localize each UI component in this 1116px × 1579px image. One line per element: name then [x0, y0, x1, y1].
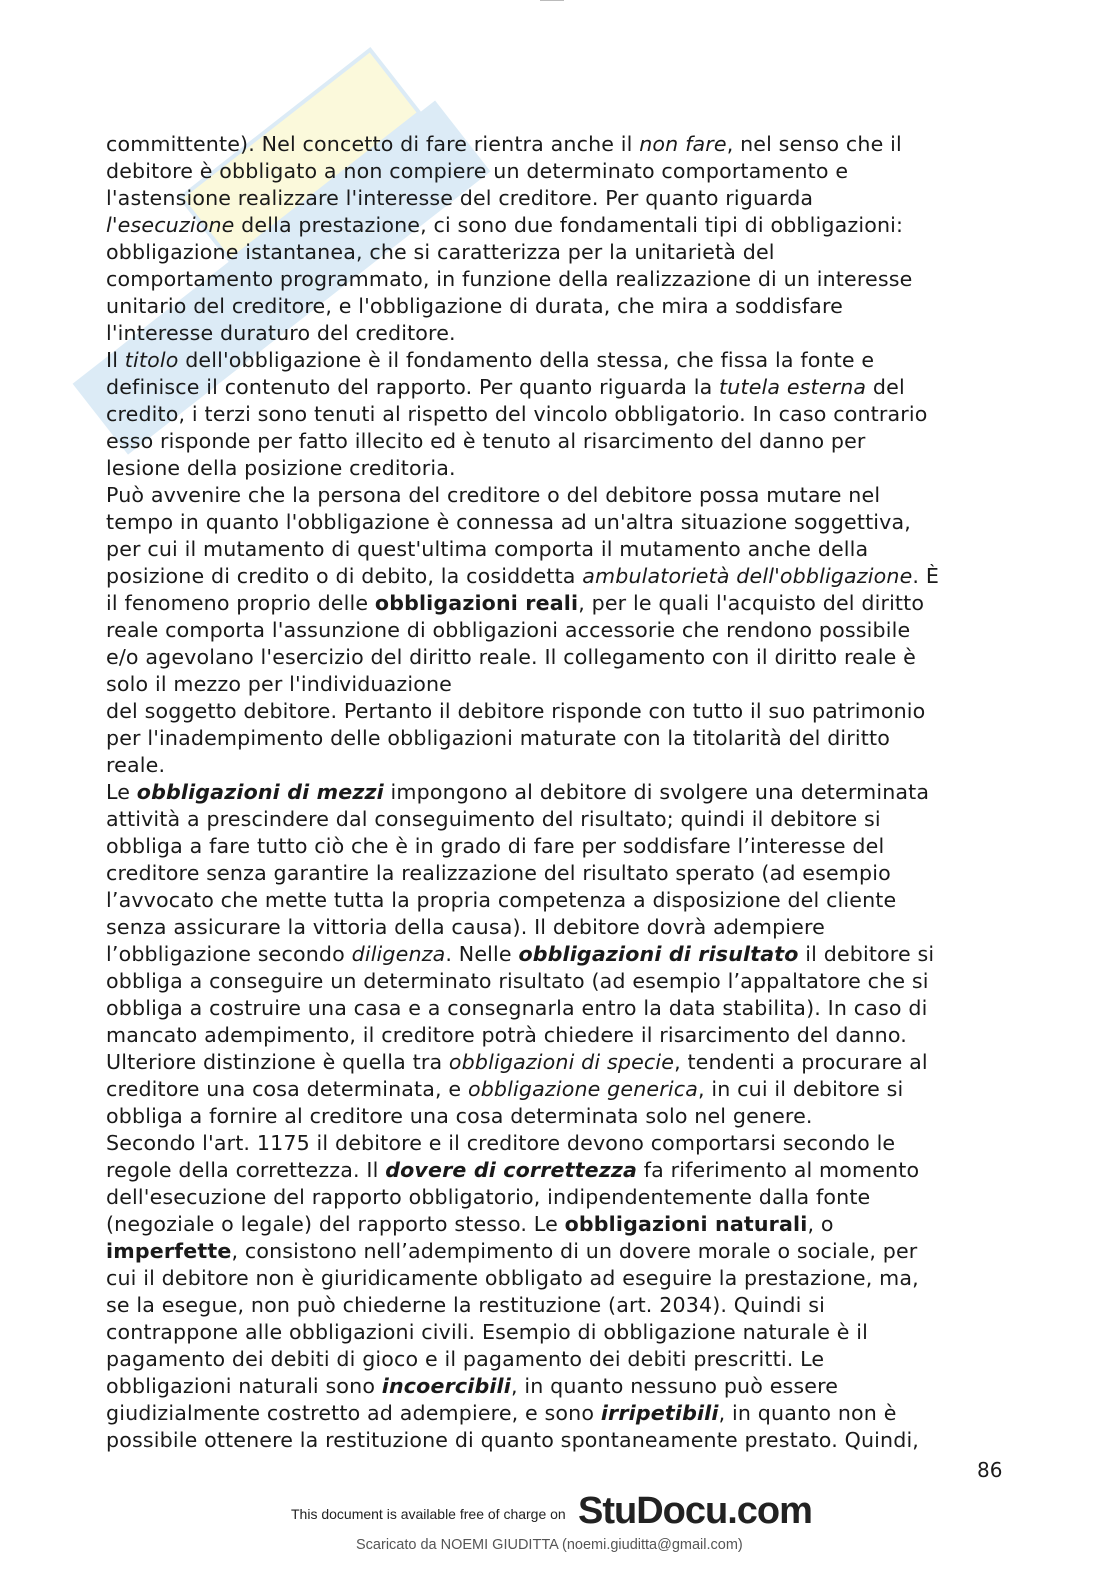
footer-downloaded-by: Scaricato da NOEMI GIUDITTA (noemi.giuditta@gmail.com) [356, 1537, 743, 1553]
text-line [106, 509, 1006, 536]
text-run: mancato adempimento, il creditore potrà chiedere il risarcimento del danno. [106, 1023, 907, 1047]
text-run: l’avvocato che mette tutta la propria competenza a disposizione del cliente [106, 888, 897, 912]
text-run: dell'obbligazione è il fondamento della stessa, che fissa la fonte e [178, 348, 875, 372]
text-run: per l'inadempimento delle obbligazioni maturate con la titolarità del diritto [106, 726, 890, 750]
text-run: fa riferimento al momento [637, 1158, 920, 1182]
text-run: . È [912, 564, 939, 588]
text-run: (negoziale o legale) del rapporto stesso. Le [106, 1212, 565, 1236]
text-run: , tendenti a procurare al [674, 1050, 928, 1074]
footer-available-text: This document is available free of charge on [291, 1506, 566, 1522]
text-line [106, 1346, 1006, 1373]
text-run: se la esegue, non può chiederne la restituzione (art. 2034). Quindi si [106, 1293, 825, 1317]
text-run: , o [807, 1212, 834, 1236]
emphasis-term: non fare [639, 132, 727, 156]
text-line [106, 752, 1006, 779]
text-line [106, 887, 1006, 914]
text-run: , in quanto nessuno può essere [510, 1374, 839, 1398]
text-run: il fenomeno proprio delle [106, 591, 375, 615]
text-run: obbliga a fare tutto ciò che è in grado di fare per soddisfare l’interesse del [106, 834, 885, 858]
emphasis-term: diligenza [351, 942, 446, 966]
text-line [106, 590, 1006, 617]
text-line [106, 941, 1006, 968]
text-run: obbligazioni naturali sono [106, 1374, 382, 1398]
text-line [106, 1265, 1006, 1292]
text-line [106, 536, 1006, 563]
text-run: , in quanto non è [718, 1401, 897, 1425]
text-line [106, 725, 1006, 752]
emphasis-term: obbligazioni di risultato [518, 942, 799, 966]
text-run: dell'esecuzione del rapporto obbligatorio, indipendentemente dalla fonte [106, 1185, 871, 1209]
text-line [106, 833, 1006, 860]
text-line [106, 1049, 1006, 1076]
text-run: committente). Nel concetto di fare rientra anche il [106, 132, 640, 156]
text-line [106, 1427, 1006, 1454]
emphasis-term: titolo [124, 348, 179, 372]
text-run: unitario del creditore, e l'obbligazione di durata, che mira a soddisfare [106, 294, 843, 318]
text-line [106, 995, 1006, 1022]
text-run: regole della correttezza. Il [106, 1158, 386, 1182]
text-line [106, 131, 1006, 158]
text-line [106, 779, 1006, 806]
emphasis-term: obbligazione generica [467, 1077, 698, 1101]
text-run: Il [106, 348, 125, 372]
text-run: del [866, 375, 905, 399]
text-line [106, 455, 1006, 482]
text-run: l’obbligazione secondo [106, 942, 352, 966]
text-run: contrappone alle obbligazioni civili. Esempio di obbligazione naturale è il [106, 1320, 869, 1344]
text-run: Può avvenire che la persona del creditore o del debitore possa mutare nel [106, 483, 881, 507]
text-run: reale. [106, 753, 166, 777]
emphasis-term: obbligazioni di specie [448, 1050, 675, 1074]
text-run: pagamento dei debiti di gioco e il pagamento dei debiti prescritti. Le [106, 1347, 825, 1371]
text-line [106, 914, 1006, 941]
document-body [106, 131, 1006, 1454]
text-run: Ulteriore distinzione è quella tra [106, 1050, 449, 1074]
text-run: del soggetto debitore. Pertanto il debitore risponde con tutto il suo patrimonio [106, 699, 926, 723]
text-line [106, 401, 1006, 428]
text-line [106, 860, 1006, 887]
text-line [106, 698, 1006, 725]
text-line [106, 806, 1006, 833]
text-run: tempo in quanto l'obbligazione è connessa ad un'altra situazione soggettiva, [106, 510, 911, 534]
text-run: obbliga a fornire al creditore una cosa determinata solo nel genere. [106, 1104, 813, 1128]
text-run: l'interesse duraturo del creditore. [106, 321, 456, 345]
text-line [106, 428, 1006, 455]
text-line [106, 1103, 1006, 1130]
text-run: lesione della posizione creditoria. [106, 456, 456, 480]
emphasis-term: obbligazioni reali [374, 591, 579, 615]
text-run: reale comporta l'assunzione di obbligazioni accessorie che rendono possibile [106, 618, 911, 642]
text-run: debitore è obbligato a non compiere un determinato comportamento e [106, 159, 849, 183]
text-line [106, 158, 1006, 185]
emphasis-term: obbligazioni naturali [564, 1212, 808, 1236]
text-line [106, 1238, 1006, 1265]
text-run: , per le quali l'acquisto del diritto [578, 591, 925, 615]
emphasis-term: ambulatorietà dell'obbligazione [582, 564, 913, 588]
text-line [106, 1400, 1006, 1427]
text-line [106, 968, 1006, 995]
text-run: posizione di credito o di debito, la cosiddetta [106, 564, 583, 588]
text-run: Le [106, 780, 137, 804]
text-run: cui il debitore non è giuridicamente obbligato ad eseguire la prestazione, ma, [106, 1266, 919, 1290]
text-line [106, 320, 1006, 347]
text-line [106, 563, 1006, 590]
emphasis-term: irripetibili [600, 1401, 719, 1425]
text-run: e/o agevolano l'esercizio del diritto reale. Il collegamento con il diritto reale è [106, 645, 916, 669]
text-line [106, 671, 1006, 698]
text-run: esso risponde per fatto illecito ed è tenuto al risarcimento del danno per [106, 429, 866, 453]
emphasis-term: dovere di correttezza [385, 1158, 638, 1182]
text-line [106, 617, 1006, 644]
text-line [106, 1076, 1006, 1103]
text-run: creditore senza garantire la realizzazione del risultato sperato (ad esempio [106, 861, 891, 885]
emphasis-term: imperfette [106, 1239, 232, 1263]
text-run: della prestazione, ci sono due fondamentali tipi di obbligazioni: [234, 213, 904, 237]
text-run: il debitore si [798, 942, 935, 966]
text-run: impongono al debitore di svolgere una determinata [383, 780, 930, 804]
text-run: per cui il mutamento di quest'ultima comporta il mutamento anche della [106, 537, 869, 561]
text-line [106, 1130, 1006, 1157]
text-run: credito, i terzi sono tenuti al rispetto del vincolo obbligatorio. In caso contrario [106, 402, 928, 426]
emphasis-term: obbligazioni di mezzi [136, 780, 384, 804]
text-line [106, 266, 1006, 293]
studocu-logo[interactable]: StuDocu.com [578, 1490, 812, 1532]
text-line [106, 239, 1006, 266]
text-line [106, 347, 1006, 374]
emphasis-term: tutela esterna [719, 375, 867, 399]
text-run: possibile ottenere la restituzione di quanto spontaneamente prestato. Quindi, [106, 1428, 920, 1452]
text-run: solo il mezzo per l'individuazione [106, 672, 452, 696]
text-run: creditore una cosa determinata, e [106, 1077, 468, 1101]
text-run: obbliga a costruire una casa e a consegnarla entro la data stabilita). In caso di [106, 996, 928, 1020]
text-run: Secondo l'art. 1175 il debitore e il creditore devono comportarsi secondo le [106, 1131, 896, 1155]
text-run: obbliga a conseguire un determinato risultato (ad esempio l’appaltatore che si [106, 969, 929, 993]
top-mark [540, 0, 564, 3]
text-line [106, 1211, 1006, 1238]
text-line [106, 644, 1006, 671]
page-number: 86 [977, 1458, 1003, 1482]
text-line [106, 293, 1006, 320]
text-line [106, 212, 1006, 239]
text-line [106, 1319, 1006, 1346]
emphasis-term: l'esecuzione [106, 213, 235, 237]
text-run: obbligazione istantanea, che si caratterizza per la unitarietà del [106, 240, 775, 264]
text-line [106, 374, 1006, 401]
text-run: comportamento programmato, in funzione della realizzazione di un interesse [106, 267, 913, 291]
text-run: attività a prescindere dal conseguimento del risultato; quindi il debitore si [106, 807, 881, 831]
text-run: definisce il contenuto del rapporto. Per quanto riguarda la [106, 375, 720, 399]
emphasis-term: incoercibili [381, 1374, 511, 1398]
text-run: , in cui il debitore si [697, 1077, 904, 1101]
text-run: senza assicurare la vittoria della causa). Il debitore dovrà adempiere [106, 915, 825, 939]
text-line [106, 185, 1006, 212]
text-line [106, 1292, 1006, 1319]
text-line [106, 1184, 1006, 1211]
text-run: , consistono nell’adempimento di un dovere morale o sociale, per [231, 1239, 918, 1263]
text-line [106, 482, 1006, 509]
text-line [106, 1157, 1006, 1184]
text-line [106, 1373, 1006, 1400]
text-run: giudizialmente costretto ad adempiere, e sono [106, 1401, 601, 1425]
text-run: l'astensione realizzare l'interesse del creditore. Per quanto riguarda [106, 186, 814, 210]
text-run: . Nelle [445, 942, 519, 966]
text-line [106, 1022, 1006, 1049]
text-run: , nel senso che il [726, 132, 902, 156]
